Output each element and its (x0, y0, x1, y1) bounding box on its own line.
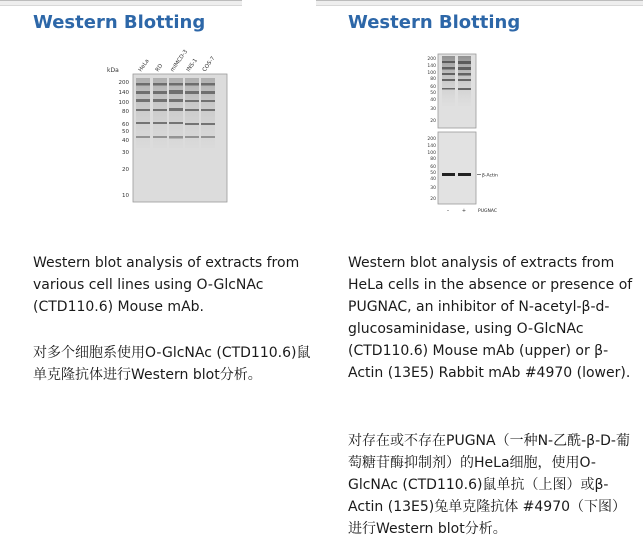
marker-label: 60 (122, 122, 129, 128)
marker-label: 140 (427, 144, 436, 149)
blot-lanes (136, 78, 215, 148)
marker-label: 140 (427, 64, 436, 69)
caption-english: Western blot analysis of extracts from various cell lines using O-GlcNAc (CTD110.6) Mouse mAb. (33, 255, 300, 315)
lane-label: RD (154, 63, 165, 74)
lane-sign-plus: + (461, 208, 467, 214)
kda-label: kDa (107, 67, 119, 74)
marker-label: 50 (430, 91, 436, 96)
marker-label: 200 (427, 57, 436, 62)
marker-label: 50 (430, 171, 436, 176)
pugnac-label: PUGNAC (478, 209, 498, 214)
marker-label: 80 (430, 157, 436, 162)
western-blot-figure-cell-lines (105, 48, 245, 206)
marker-labels (119, 80, 130, 199)
caption-english: Western blot analysis of extracts from HeLa cells in the absence or presence of PUGNAC, an inhibitor of N-acetyl-β-d-glucosaminidase, using O-GlcNAc (CTD110.6) Mouse mAb (upper) or β-Actin (13E5) Rabbit mAb #4970 (lower). (348, 255, 633, 381)
marker-label: 60 (430, 165, 436, 170)
marker-label: 30 (122, 150, 129, 156)
actin-band (442, 173, 455, 176)
marker-label: 30 (430, 107, 436, 112)
marker-label: 100 (427, 151, 436, 156)
caption-chinese: 对存在或不存在PUGNA（一种N-乙酰-β-D-葡萄糖苷酶抑制剂）的HeLa细胞，使用O-GlcNAc (CTD110.6)鼠单抗（上图）或β-Actin (13E5)兔单克隆抗体 #4970（下图）进行Western blot分析。 (348, 433, 630, 537)
marker-label: 140 (118, 90, 129, 96)
lane-labels (138, 49, 217, 74)
caption-chinese: 对多个细胞系使用O-GlcNAc (CTD110.6)鼠单克隆抗体进行Western blot分析。 (33, 345, 311, 383)
lower-marker-labels (427, 136, 436, 202)
lane-label: mIMCD-3 (169, 48, 190, 74)
marker-label: 60 (430, 85, 436, 90)
marker-label: 20 (430, 119, 436, 124)
marker-label: 20 (430, 197, 436, 202)
marker-label: 80 (430, 77, 436, 82)
marker-label: 20 (122, 167, 129, 173)
lane-sign-minus: – (446, 208, 450, 214)
lane-label: HeLa (137, 58, 151, 74)
marker-label: 40 (430, 177, 436, 182)
marker-label: 200 (118, 80, 129, 86)
upper-marker-labels (427, 56, 436, 124)
marker-label: 30 (430, 186, 436, 191)
marker-label: 40 (430, 98, 436, 103)
marker-label: 50 (122, 129, 129, 135)
marker-label: 80 (122, 109, 129, 115)
section-heading-western-blotting: Western Blotting (348, 12, 521, 33)
marker-label: 200 (427, 137, 436, 142)
top-border-left (0, 0, 242, 6)
treatment-signs (447, 208, 466, 214)
section-heading-western-blotting: Western Blotting (33, 12, 206, 33)
beta-actin-label: β-Actin (482, 173, 498, 179)
marker-label: 100 (118, 100, 129, 106)
lower-blot-membrane (438, 132, 476, 204)
lane-label: COS-7 (201, 55, 217, 74)
marker-label: 100 (427, 71, 436, 76)
marker-label: 10 (122, 193, 129, 199)
actin-band (458, 173, 471, 176)
marker-label: 40 (122, 138, 129, 144)
lane-label: INS-1 (185, 57, 200, 74)
western-blot-figure-pugnac (420, 52, 570, 218)
top-border-right (316, 0, 643, 6)
